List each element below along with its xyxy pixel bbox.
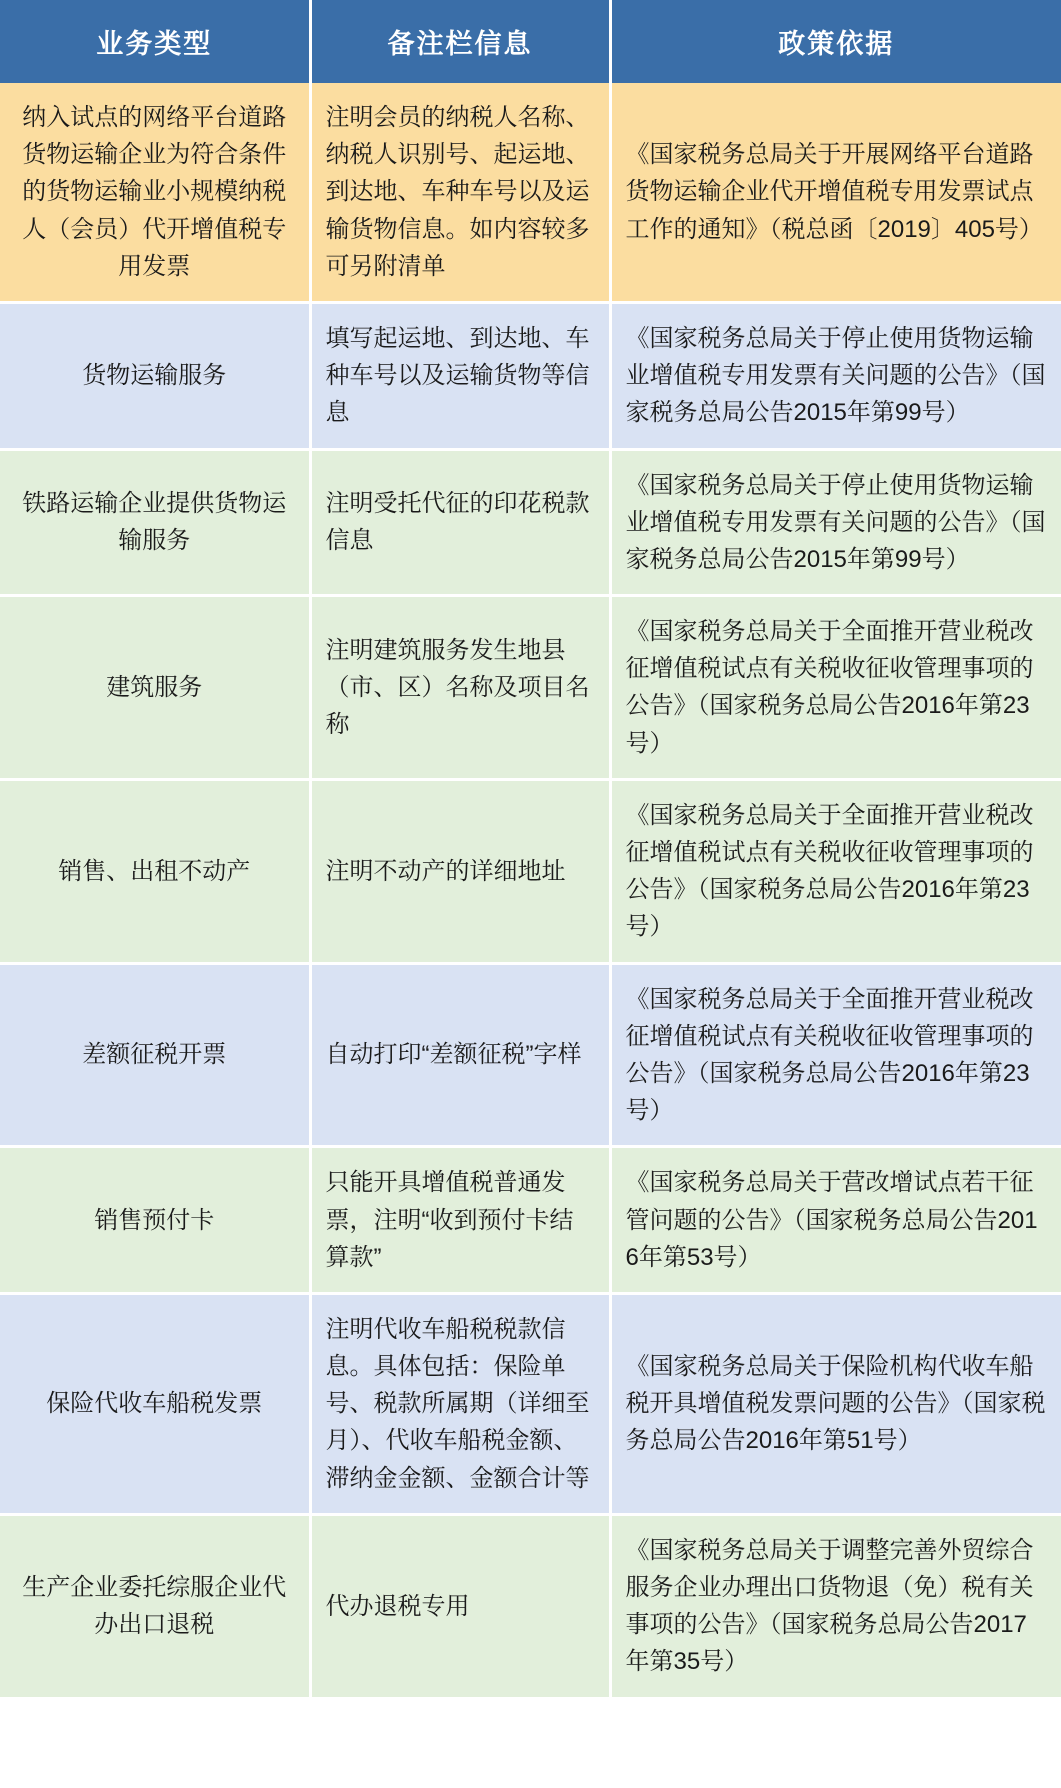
table-row: [0, 1514, 1061, 1698]
table-row: [0, 302, 1061, 449]
cell-business-type: 生产企业委托综服企业代办出口退税: [0, 1514, 310, 1698]
cell-policy-basis: 《国家税务总局关于停止使用货物运输业增值税专用发票有关问题的公告》（国家税务总局公告2015年第99号）: [610, 302, 1061, 449]
cell-business-type: 销售预付卡: [0, 1147, 310, 1294]
table-row: [0, 596, 1061, 780]
cell-policy-basis: 《国家税务总局关于保险机构代收车船税开具增值税发票问题的公告》（国家税务总局公告2016年第51号）: [610, 1293, 1061, 1514]
table-row: [0, 963, 1061, 1147]
cell-business-type: 建筑服务: [0, 596, 310, 780]
cell-policy-basis: 《国家税务总局关于停止使用货物运输业增值税专用发票有关问题的公告》（国家税务总局公告2015年第99号）: [610, 449, 1061, 596]
cell-business-type: 保险代收车船税发票: [0, 1293, 310, 1514]
cell-policy-basis: 《国家税务总局关于调整完善外贸综合服务企业办理出口货物退（免）税有关事项的公告》（国家税务总局公告2017年第35号）: [610, 1514, 1061, 1698]
table-row: [0, 449, 1061, 596]
table-header: [0, 0, 1061, 83]
cell-business-type: 纳入试点的网络平台道路货物运输企业为符合条件的货物运输业小规模纳税人（会员）代开增值税专用发票: [0, 83, 310, 302]
cell-note-info: 注明代收车船税税款信息。具体包括：保险单号、税款所属期（详细至月）、代收车船税金额、滞纳金金额、金额合计等: [310, 1293, 610, 1514]
cell-note-info: 注明不动产的详细地址: [310, 779, 610, 963]
cell-note-info: 自动打印“差额征税”字样: [310, 963, 610, 1147]
cell-policy-basis: 《国家税务总局关于全面推开营业税改征增值税试点有关税收征收管理事项的公告》（国家税务总局公告2016年第23号）: [610, 596, 1061, 780]
cell-note-info: 只能开具增值税普通发票，注明“收到预付卡结算款”: [310, 1147, 610, 1294]
table-row: [0, 1147, 1061, 1294]
cell-policy-basis: 《国家税务总局关于开展网络平台道路货物运输企业代开增值税专用发票试点工作的通知》（税总函〔2019〕405号）: [610, 83, 1061, 302]
header-row: [0, 0, 1061, 83]
cell-note-info: 填写起运地、到达地、车种车号以及运输货物等信息: [310, 302, 610, 449]
cell-business-type: 差额征税开票: [0, 963, 310, 1147]
column-header-business-type: 业务类型: [0, 0, 310, 83]
cell-business-type: 铁路运输企业提供货物运输服务: [0, 449, 310, 596]
table-body: [0, 83, 1061, 1698]
column-header-policy-basis: 政策依据: [610, 0, 1061, 83]
cell-note-info: 注明建筑服务发生地县（市、区）名称及项目名称: [310, 596, 610, 780]
cell-note-info: 代办退税专用: [310, 1514, 610, 1698]
table-row: [0, 779, 1061, 963]
cell-business-type: 销售、出租不动产: [0, 779, 310, 963]
cell-business-type: 货物运输服务: [0, 302, 310, 449]
cell-policy-basis: 《国家税务总局关于全面推开营业税改征增值税试点有关税收征收管理事项的公告》（国家税务总局公告2016年第23号）: [610, 963, 1061, 1147]
cell-note-info: 注明会员的纳税人名称、纳税人识别号、起运地、到达地、车种车号以及运输货物信息。如内容较多可另附清单: [310, 83, 610, 302]
table-row: [0, 1293, 1061, 1514]
cell-policy-basis: 《国家税务总局关于营改增试点若干征管问题的公告》（国家税务总局公告2016年第53号）: [610, 1147, 1061, 1294]
column-header-note-info: 备注栏信息: [310, 0, 610, 83]
cell-note-info: 注明受托代征的印花税款信息: [310, 449, 610, 596]
cell-policy-basis: 《国家税务总局关于全面推开营业税改征增值税试点有关税收征收管理事项的公告》（国家税务总局公告2016年第23号）: [610, 779, 1061, 963]
table-row: [0, 83, 1061, 302]
